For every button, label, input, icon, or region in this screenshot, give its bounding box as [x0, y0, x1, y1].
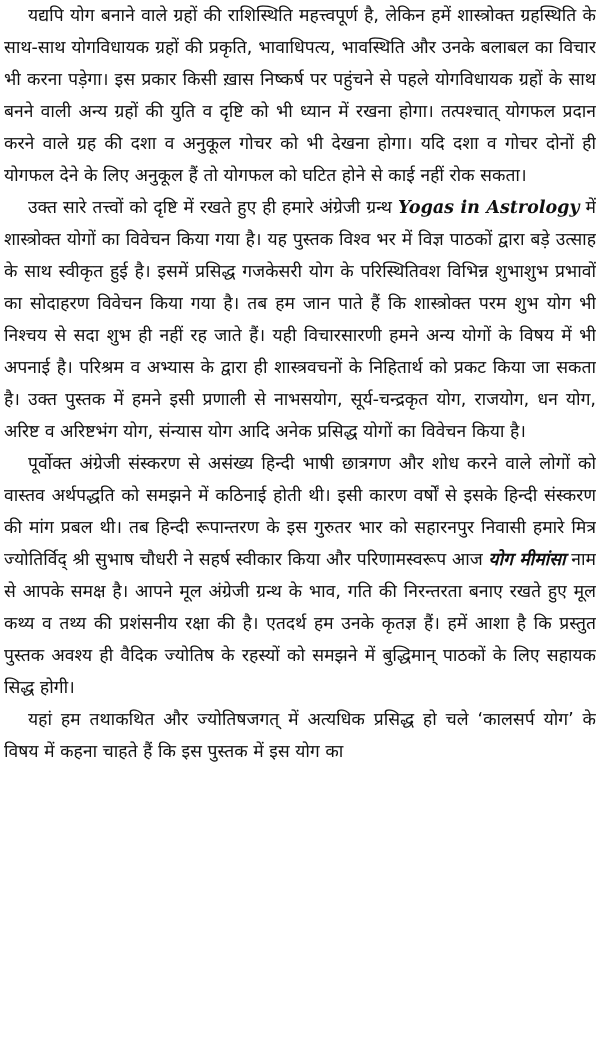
paragraph-3: [4, 448, 596, 704]
paragraph-2: [4, 192, 596, 448]
document-page: [4, 0, 596, 1048]
paragraph-1-text: यद्यपि योग बनाने वाले ग्रहों की राशिस्थिति महत्त्वपूर्ण है, लेकिन हमें शास्त्रोक्त ग्रहस्थिति के साथ-साथ योगविधायक ग्रहों की प्रकृति, भावाधिपत्य, भावस्थिति और उनके बलाबल का विचार भी करना पड़ेगा। इस प्रकार किसी ख़ास निष्कर्ष पर पहुंचने से पहले योगविधायक ग्रहों के साथ बनने वाली अन्य ग्रहों की युति व दृष्टि को भी ध्यान में रखना होगा। तत्पश्चात् योगफल प्रदान करने वाले ग्रह की दशा व अनुकूल गोचर को भी देखना होगा। यदि दशा व गोचर दोनों ही योगफल देने के लिए अनुकूल हैं तो योगफल को घटित होने से काई नहीं रोक सकता।: [4, 6, 596, 186]
paragraph-4: [4, 704, 596, 768]
paragraph-3-text-start: पूर्वोक्त अंग्रेजी संस्करण से असंख्य हिन्दी भाषी छात्रगण और शोध करने वाले लोगों को वास्तव अर्थपद्धति को समझने में कठिनाई होती थी। इसी कारण वर्षों से इसके हिन्दी संस्करण की मांग प्रबल थी। तब हिन्दी रूपान्तरण के इस गुरुतर भार को सहारनपुर निवासी हमारे मित्र ज्योतिर्विद् श्री सुभाष चौधरी ने सहर्ष स्वीकार किया और परिणामस्वरूप आज: [4, 454, 596, 570]
paragraph-2-text-start: उक्त सारे तत्त्वों को दृष्टि में रखते हुए ही हमारे अंग्रेजी ग्रन्थ: [28, 198, 398, 218]
paragraph-4-text: यहां हम तथाकथित और ज्योतिषजगत् में अत्यधिक प्रसिद्ध हो चले ‘कालसर्प योग’ के विषय में कहना चाहते हैं कि इस पुस्तक में इस योग का: [4, 710, 596, 762]
paragraph-1: [4, 0, 596, 192]
paragraph-2-text-rest: में शास्त्रोक्त योगों का विवेचन किया गया है। यह पुस्तक विश्व भर में विज्ञ पाठकों द्वारा बड़े उत्साह के साथ स्वीकृत हुई है। इसमें प्रसिद्ध गजकेसरी योग के परिस्थितिवश विभिन्न शुभाशुभ प्रभावों का सोदाहरण विवेचन किया गया है। तब हम जान पाते हैं कि शास्त्रोक्त परम शुभ योग भी निश्चय से सदा शुभ ही नहीं रह जाते हैं। यही विचारसारणी हमने अन्य योगों के विषय में भी अपनाई है। परिश्रम व अभ्यास के द्वारा ही शास्त्रवचनों के निहितार्थ को प्रकट किया जा सकता है। उक्त पुस्तक में हमने इसी प्रणाली से नाभसयोग, सूर्य-चन्द्रकृत योग, राजयोग, धन योग, अरिष्ट व अरिष्टभंग योग, संन्यास योग आदि अनेक प्रसिद्ध योगों का विवेचन किया है।: [4, 198, 596, 442]
book-title-hindi: योग मीमांसा: [488, 550, 566, 570]
paragraph-3-text-rest: नाम से आपके समक्ष है। आपने मूल अंग्रेजी ग्रन्थ के भाव, गति की निरन्तरता बनाए रखते हुए मूल कथ्य व तथ्य की प्रशंसनीय रक्षा की है। एतदर्थ हम उनके कृतज्ञ हैं। हमें आशा है कि प्रस्तुत पुस्तक अवश्य ही वैदिक ज्योतिष के रहस्यों को समझने में बुद्धिमान् पाठकों के लिए सहायक सिद्ध होगी।: [4, 550, 596, 698]
book-title-english: Yogas in Astrology: [397, 198, 580, 218]
